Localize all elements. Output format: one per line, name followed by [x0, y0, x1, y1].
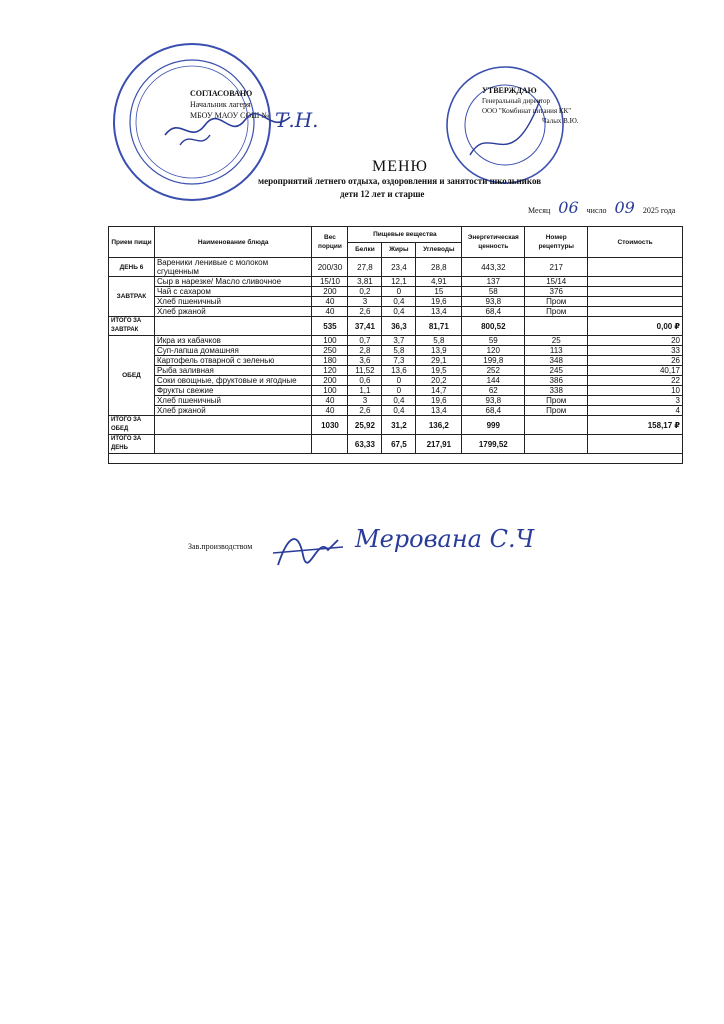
- dish-carbs: 15: [416, 287, 462, 297]
- dish-recipe: Пром: [525, 297, 588, 307]
- meal-breakfast: ЗАВТРАК: [109, 277, 155, 317]
- dish-carbs: 13,4: [416, 406, 462, 416]
- dish-fat: 5,8: [382, 346, 416, 356]
- dish-fat: 0: [382, 287, 416, 297]
- dish-recipe: 245: [525, 366, 588, 376]
- dish-recipe: 217: [525, 258, 588, 277]
- total-cost: [588, 435, 683, 454]
- dish-energy: 137: [462, 277, 525, 287]
- table-row: [109, 396, 683, 406]
- dish-name: Хлеб ржаной: [154, 406, 312, 416]
- dish-protein: 11,52: [348, 366, 382, 376]
- dish-name: Картофель отварной с зеленью: [154, 356, 312, 366]
- dish-name: Хлеб пшеничный: [154, 297, 312, 307]
- table-row: [109, 287, 683, 297]
- dish-protein: 2,6: [348, 406, 382, 416]
- dish-cost: 3: [588, 396, 683, 406]
- total-protein: 37,41: [348, 317, 382, 336]
- total-empty: [154, 435, 312, 454]
- menu-table: [108, 226, 683, 464]
- total-carbs: 136,2: [416, 416, 462, 435]
- total-carbs: 81,71: [416, 317, 462, 336]
- dish-name: Соки овощные, фруктовые и ягодные: [154, 376, 312, 386]
- dish-weight: 100: [312, 336, 348, 346]
- dish-energy: 59: [462, 336, 525, 346]
- approve-title: УТВЕРЖДАЮ: [482, 86, 537, 95]
- dish-carbs: 19,5: [416, 366, 462, 376]
- dish-fat: 0,4: [382, 307, 416, 317]
- dish-name: Суп-лапша домашняя: [154, 346, 312, 356]
- header-meal: Прием пищи: [109, 227, 155, 258]
- dish-weight: 120: [312, 366, 348, 376]
- total-fat: 67,5: [382, 435, 416, 454]
- dish-cost: [588, 277, 683, 287]
- dish-carbs: 4,91: [416, 277, 462, 287]
- dish-fat: 0: [382, 386, 416, 396]
- table-blank-row: [109, 454, 683, 464]
- dish-fat: 0,4: [382, 396, 416, 406]
- date-prefix: Месяц: [528, 206, 551, 215]
- dish-fat: 7,3: [382, 356, 416, 366]
- dish-carbs: 14,7: [416, 386, 462, 396]
- dish-cost: [588, 297, 683, 307]
- dish-weight: 40: [312, 297, 348, 307]
- dish-name: Чай с сахаром: [154, 287, 312, 297]
- dish-fat: 23,4: [382, 258, 416, 277]
- approval-line1: Начальник лагеря: [190, 100, 251, 109]
- dish-fat: 0,4: [382, 406, 416, 416]
- approval-signature-icon: [160, 105, 300, 155]
- dish-cost: 33: [588, 346, 683, 356]
- footer-label: Зав.производством: [188, 542, 253, 551]
- dish-weight: 250: [312, 346, 348, 356]
- dish-cost: [588, 307, 683, 317]
- table-row: [109, 386, 683, 396]
- dish-recipe: Пром: [525, 406, 588, 416]
- page-title: МЕНЮ: [372, 158, 428, 175]
- table-row: [109, 336, 683, 346]
- dish-energy: 62: [462, 386, 525, 396]
- dish-weight: 200: [312, 287, 348, 297]
- blank-cell: [109, 454, 683, 464]
- dish-weight: 100: [312, 386, 348, 396]
- dish-cost: 20: [588, 336, 683, 346]
- footer-signature: Мерована С.Ч: [355, 525, 535, 553]
- table-row: [109, 356, 683, 366]
- total-cost: 158,17 ₽: [588, 416, 683, 435]
- total-energy: 800,52: [462, 317, 525, 336]
- dish-fat: 0,4: [382, 297, 416, 307]
- meal-lunch: ОБЕД: [109, 336, 155, 416]
- dish-cost: [588, 258, 683, 277]
- dish-name: Фрукты свежие: [154, 386, 312, 396]
- dish-name: Вареники ленивые с молоком сгущенным: [154, 258, 312, 277]
- dish-energy: 93,8: [462, 396, 525, 406]
- dish-fat: 12,1: [382, 277, 416, 287]
- approval-title: СОГЛАСОВАНО: [190, 89, 253, 98]
- dish-recipe: 386: [525, 376, 588, 386]
- total-label: ИТОГО ЗА ЗАВТРАК: [109, 317, 155, 336]
- dish-protein: 2,8: [348, 346, 382, 356]
- total-recipe-empty: [525, 317, 588, 336]
- table-row: [109, 307, 683, 317]
- table-row: [109, 277, 683, 287]
- dish-name: Хлеб пшеничный: [154, 396, 312, 406]
- dish-energy: 93,8: [462, 297, 525, 307]
- total-fat: 36,3: [382, 317, 416, 336]
- dish-protein: 27,8: [348, 258, 382, 277]
- dish-name: Сыр в нарезке/ Масло сливочное: [154, 277, 312, 287]
- dish-carbs: 19,6: [416, 396, 462, 406]
- total-energy: 1799,52: [462, 435, 525, 454]
- breakfast-total-row: [109, 317, 683, 336]
- date-day-label: число: [586, 206, 607, 215]
- dish-energy: 443,32: [462, 258, 525, 277]
- dish-cost: 22: [588, 376, 683, 386]
- total-weight: [312, 435, 348, 454]
- total-cost: 0,00 ₽: [588, 317, 683, 336]
- dish-energy: 120: [462, 346, 525, 356]
- dish-protein: 0,2: [348, 287, 382, 297]
- dish-weight: 40: [312, 396, 348, 406]
- header-dish: Наименование блюда: [154, 227, 312, 258]
- approval-line2: МБОУ МАОУ СОШ №: [190, 111, 269, 120]
- approval-handwriting: Т.Н.: [275, 108, 319, 132]
- header-weight: Вес порции: [312, 227, 348, 258]
- total-recipe-empty: [525, 416, 588, 435]
- dish-energy: 58: [462, 287, 525, 297]
- dish-name: Рыба заливная: [154, 366, 312, 376]
- dish-name: Хлеб ржаной: [154, 307, 312, 317]
- dish-energy: 199,8: [462, 356, 525, 366]
- dish-weight: 200: [312, 376, 348, 386]
- dish-protein: 1,1: [348, 386, 382, 396]
- dish-carbs: 13,4: [416, 307, 462, 317]
- page-subtitle: мероприятий летнего отдыха, оздоровления и занятости школьников: [258, 176, 542, 186]
- dish-protein: 0,7: [348, 336, 382, 346]
- dish-fat: 0: [382, 376, 416, 386]
- dish-recipe: 25: [525, 336, 588, 346]
- dish-carbs: 29,1: [416, 356, 462, 366]
- dish-recipe: 113: [525, 346, 588, 356]
- dish-carbs: 28,8: [416, 258, 462, 277]
- total-empty: [154, 416, 312, 435]
- dish-recipe: Пром: [525, 307, 588, 317]
- dish-cost: 26: [588, 356, 683, 366]
- age-group: дети 12 лет и старше: [340, 189, 425, 199]
- approve-line3: Чалых В.Ю.: [542, 117, 579, 125]
- date-month: 06: [558, 198, 579, 217]
- table-row: [109, 376, 683, 386]
- dish-protein: 3: [348, 396, 382, 406]
- total-empty: [154, 317, 312, 336]
- header-carbs: Углеводы: [416, 242, 462, 258]
- dish-recipe: 376: [525, 287, 588, 297]
- total-label: ИТОГО ЗА ДЕНЬ: [109, 435, 155, 454]
- total-protein: 63,33: [348, 435, 382, 454]
- dish-cost: 4: [588, 406, 683, 416]
- dish-weight: 15/10: [312, 277, 348, 287]
- header-energy: Энергетическая ценность: [462, 227, 525, 258]
- approve-line1: Генеральный директор: [482, 97, 550, 105]
- total-carbs: 217,91: [416, 435, 462, 454]
- dish-recipe: 15/14: [525, 277, 588, 287]
- dish-cost: [588, 287, 683, 297]
- dish-carbs: 19,6: [416, 297, 462, 307]
- table-row: [109, 297, 683, 307]
- dish-energy: 68,4: [462, 307, 525, 317]
- table-row: [109, 258, 683, 277]
- total-fat: 31,2: [382, 416, 416, 435]
- dish-protein: 0,6: [348, 376, 382, 386]
- day-total-row: [109, 435, 683, 454]
- dish-fat: 3,7: [382, 336, 416, 346]
- header-recipe: Номер рецептуры: [525, 227, 588, 258]
- table-row: [109, 366, 683, 376]
- dish-weight: 180: [312, 356, 348, 366]
- dish-name: Икра из кабачков: [154, 336, 312, 346]
- approve-line2: ООО "Комбинат питания КК": [482, 107, 572, 115]
- dish-weight: 40: [312, 307, 348, 317]
- header-nutrients: Пищевые вещества: [348, 227, 462, 243]
- dish-energy: 144: [462, 376, 525, 386]
- date-year: 2025 года: [642, 206, 676, 215]
- dish-protein: 2,6: [348, 307, 382, 317]
- dish-weight: 200/30: [312, 258, 348, 277]
- dish-weight: 40: [312, 406, 348, 416]
- total-weight: 1030: [312, 416, 348, 435]
- dish-cost: 40,17: [588, 366, 683, 376]
- dish-energy: 68,4: [462, 406, 525, 416]
- header-cost: Стоимость: [588, 227, 683, 258]
- total-label: ИТОГО ЗА ОБЕД: [109, 416, 155, 435]
- table-row: [109, 346, 683, 356]
- date-day: 09: [614, 198, 635, 217]
- total-energy: 999: [462, 416, 525, 435]
- dish-recipe: 338: [525, 386, 588, 396]
- dish-energy: 252: [462, 366, 525, 376]
- date-line: [528, 198, 675, 217]
- total-weight: 535: [312, 317, 348, 336]
- dish-fat: 13,6: [382, 366, 416, 376]
- signature-scribble-icon: [268, 525, 348, 575]
- header-protein: Белки: [348, 242, 382, 258]
- dish-carbs: 20,2: [416, 376, 462, 386]
- dish-cost: 10: [588, 386, 683, 396]
- dish-recipe: Пром: [525, 396, 588, 406]
- lunch-total-row: [109, 416, 683, 435]
- total-recipe-empty: [525, 435, 588, 454]
- day-label: ДЕНЬ 6: [109, 258, 155, 277]
- dish-protein: 3,81: [348, 277, 382, 287]
- dish-carbs: 5,8: [416, 336, 462, 346]
- dish-protein: 3,6: [348, 356, 382, 366]
- header-fat: Жиры: [382, 242, 416, 258]
- dish-recipe: 348: [525, 356, 588, 366]
- dish-carbs: 13,9: [416, 346, 462, 356]
- total-protein: 25,92: [348, 416, 382, 435]
- table-row: [109, 406, 683, 416]
- dish-protein: 3: [348, 297, 382, 307]
